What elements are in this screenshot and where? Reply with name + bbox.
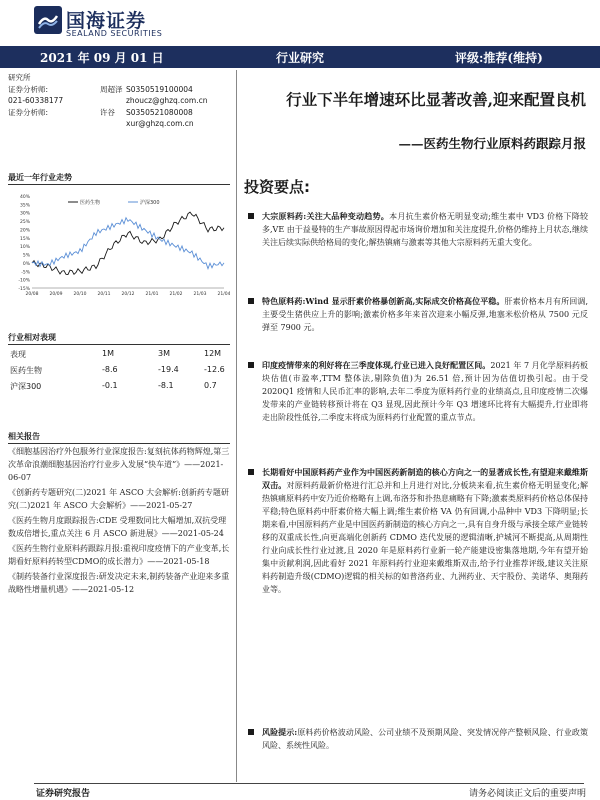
analyst-row [8,118,230,130]
performance-table [8,346,230,394]
bullet-icon [248,298,254,304]
divider [8,344,230,345]
y-tick-label: -15% [18,287,30,292]
legend-label: 医药生物 [80,200,101,206]
related-title: 相关报告 [8,432,40,441]
trend-chart [8,188,230,300]
logo-text-en: SEALAND SECURITIES [66,29,163,38]
invest-point: 特色原料药:Wind 显示肝素价格暴创新高,实际成交价格高位平稳。肝素价格本月有所回调,主要受生猪供应上升的影响;激素价格多年来首次迎来小幅反弹,地塞米松价格从 7500 元反弹至 7900 元。 [248,295,588,334]
x-tick-label: 20/11 [97,292,111,297]
x-tick-label: 20/09 [49,292,63,297]
logo-text: 国海证券 [66,10,147,32]
analyst-info [8,72,230,130]
analyst-row: 021-60338177 zhoucz@ghzq.com.cn [8,96,208,105]
invest-point: 长期看好中国原料药产业作为中国医药新制造的核心方向之一的显著成长性,有望迎来戴维斯双击。对原料药最新价格进行汇总并和上月进行对比,分板块来看,抗生素价格无明显变化;解热镇痛原料药中安乃近价格略有上调,布洛芬和扑热息痛略有下降;激素类原料药价格总体保持平稳;特色原料药中肝素价格大幅上调;维生素价格 VA 仍有回调,小品种中 VD3 下降明显;长期来看,中国原料药产业是中国医药新制造的核心方向之一,具有自身升级与承接全球产业链转移的双重成长性,向更高端化创新药 CDMO 迭代发展的逻辑清晰,护城河不断提高,从周期性行业向成长性行业过渡,且 2020 年是原料药行业新一轮产能建设密集落地期,今年有望开始集中贡献利润,因此看好 2021 年原料药行业迎来戴维斯双击,给予行业推荐评级,建议关注原料药制造升级(CDMO)逻辑的相关标的如普洛药业、九洲药业、天宇股份、美诺华、奥翔药业等。 [248,466,588,596]
x-tick-label: 21/02 [169,292,183,297]
report-subtitle: ——医药生物行业原料药跟踪月报 [398,136,586,151]
report-category: 行业研究 [276,51,325,65]
report-link[interactable]: 《细胞基因治疗外包服务行业深度报告:复刻抗体药物辉煌,第三次革命浪潮细胞基因治疗行业步入发展“快车道”》——2021-06-07 [8,447,230,482]
y-tick-label: 20% [19,228,30,234]
y-tick-label: 30% [19,211,30,217]
series-line-2 [32,218,224,269]
table-row: 医药生物 -8.6 -19.4 -12.6 [10,365,225,375]
analyst-row: 证券分析师: 周超泽 S0350519100004 [8,84,193,94]
bullet-icon [248,362,254,368]
y-tick-label: 40% [19,195,30,200]
bullet-icon [248,469,254,475]
performance-title: 行业相对表现 [8,333,56,342]
y-tick-label: 5% [22,253,30,259]
footer-right: 请务必阅读正文后的重要声明 [468,789,586,799]
bullet-icon [248,729,254,735]
x-tick-label: 21/01 [145,292,159,297]
header-band [0,46,600,68]
report-link[interactable]: 《制药装备行业深度报告:研发决定未来,制药装备产业迎来多重战略性增量机遇》——2021-05-12 [8,572,230,594]
analyst-row: 证券分析师: 许谷 S0350521080008 [8,107,193,117]
y-tick-label: -10% [18,278,30,284]
invest-heading: 投资要点: [244,178,310,196]
x-tick-label: 21/04 [217,292,230,297]
report-link[interactable]: 《医药生物月度跟踪报告:CDE 受理数同比大幅增加,双抗受理数成倍增长,重点关注 6 月 ASCO 新进展》——2021-05-24 [8,516,227,538]
y-tick-label: 15% [19,236,30,242]
legend-label: 沪深300 [140,200,160,206]
y-tick-label: -5% [21,270,30,276]
table-header-row: 表现 1M 3M 12M [10,349,222,359]
report-rating: 评级:推荐(维持) [455,51,543,65]
sealand-logo-icon [34,6,62,34]
x-tick-label: 20/08 [25,292,39,297]
page-header [0,0,600,46]
divider [8,184,230,185]
footer-left: 证券研究报告 [36,789,91,799]
bullet-icon [248,213,254,219]
analyst-email[interactable]: xur@ghzq.com.cn [126,119,194,128]
analyst-section: 研究所 [8,73,31,82]
report-date: 2021 年 09 月 01 日 [40,51,164,65]
invest-point: 大宗原料药:关注大品种变动趋势。本月抗生素价格无明显变动;维生素中 VD3 价格下降较多,VE 由于益曼特的生产事故原因得起市场询价增加和关注度提升,价格仍维持上月状态,继续关注后续实际供给格局的变化;解热镇痛与激素等其他大宗原料药无重大变化。 [248,210,588,249]
invest-point: 印度疫情带来的利好将在三季度体现,行业已进入良好配置区间。2021 年 7 月化学原料药板块估值(市盈率,TTM 整体法,剔除负值)为 26.51 倍,预计因为估值切换引起。由于受 2020Q1 疫情和人民币汇率的影响,去年二季度为原料药行业的业绩高点,且印度疫情二次爆发带来的产业链转移预计将在 Q3 显现,因此预计今年 Q3 增速环比将有大幅提升,行业即将走出阶段性低谷,二季度末将成为原料药行业配置的重点节点。 [248,359,588,424]
footer-divider [34,783,584,784]
y-tick-label: 10% [19,245,30,251]
report-title: 行业下半年增速环比显著改善,迎来配置良机 [286,90,586,109]
x-tick-label: 20/12 [121,292,135,297]
divider [8,443,230,444]
related-reports [8,445,230,598]
report-link[interactable]: 《医药生物行业原料药跟踪月报:重视印度疫情下的产业变革,长期看好原料药转型CDMO的成长潜力》——2021-05-18 [8,544,230,566]
y-tick-label: 35% [19,203,30,209]
invest-point: 风险提示:原料药价格波动风险、公司业绩不及预期风险、突发情况停产整顿风险、行业政策风险、系统性风险。 [248,726,588,752]
chart-title: 最近一年行业走势 [8,173,72,182]
x-tick-label: 20/10 [73,292,87,297]
y-tick-label: 0% [22,261,30,267]
y-tick-label: 25% [19,220,30,226]
analyst-email[interactable]: zhoucz@ghzq.com.cn [126,96,208,105]
table-row: 沪深300 -0.1 -8.1 0.7 [10,381,217,391]
x-tick-label: 21/03 [193,292,207,297]
report-link[interactable]: 《创新药专题研究(二)2021 年 ASCO 大会解析:创新药专题研究(二)2021 年 ASCO 大会解析》——2021-05-27 [8,488,229,510]
column-divider [236,70,237,782]
